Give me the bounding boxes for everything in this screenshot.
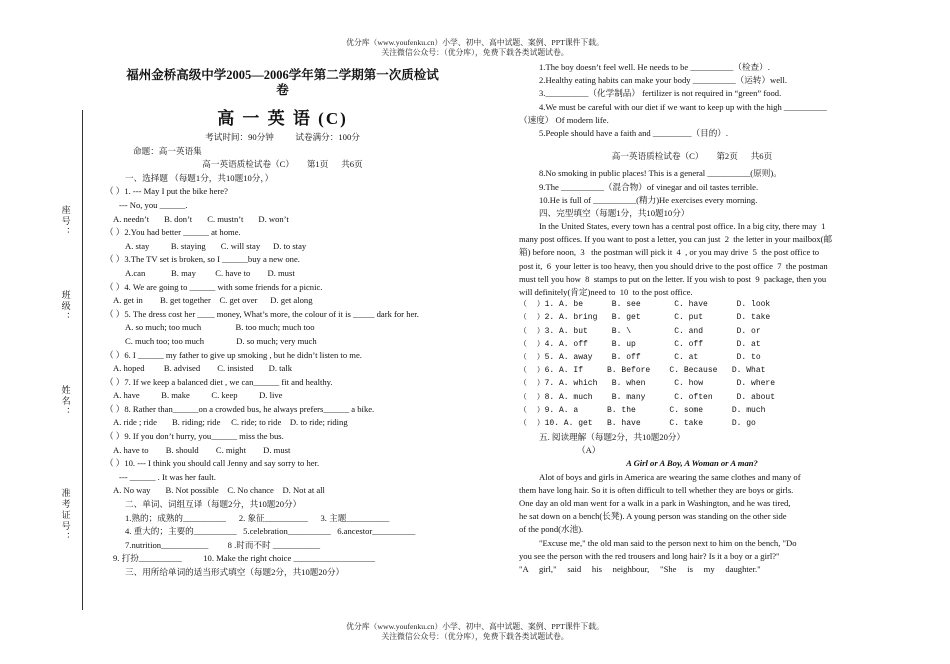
options-line: A. have to B. should C. might D. must [113, 444, 291, 455]
cloze-option-row: （ ）5. A. away B. off C. at D. to [519, 352, 761, 362]
fill-line: 5.People should have a faith and _________（目的）. [539, 127, 729, 138]
cloze-option-row: （ ）6. A. If B. Before C. Because D. What [519, 366, 766, 376]
section-heading: 四、完型填空（每题1分，共10题10分） [539, 207, 690, 218]
seat-label: 座号： [60, 205, 71, 238]
cloze-option-row: （ ）9. A. a B. the C. some D. much [519, 405, 766, 415]
cloze-option-row: （ ）3. A. but B. \ C. and D. or [519, 326, 761, 336]
cloze-option-row: （ ）8. A. much B. many C. often D. about [519, 392, 776, 402]
section-heading: 三、用所给单词的适当形式填空（每题2分，共10题20分） [125, 567, 345, 577]
question-line: （ ）5. The dress cost her ____ money, What’s more, the colour of it is _____ dark for her. [105, 308, 419, 319]
cloze-line: must tell you how 8 stamps to put on the letter. If you wish to post 9 package, then you [519, 273, 827, 284]
vocab-line: 4. 重大的；主要的__________ 5.celebration__________ 6.ancestor__________ [125, 526, 416, 537]
passage-line: them have long hair. So it is often difficult to tell whether they are boys or girls. [519, 484, 794, 495]
cloze-line: post it, 6 your letter is too heavy, then you should drive to the post office 7 the postman [519, 260, 828, 271]
question-line: --- No, you ______. [119, 199, 188, 210]
exam-meta: 考试时间：90分钟 试卷满分：100分 [205, 132, 360, 142]
question-line: （ ）7. If we keep a balanced diet , we can______ fit and healthy. [105, 376, 333, 387]
cloze-option-row: （ ）10. A. get B. have C. take D. go [519, 418, 756, 428]
passage-label: （A） [577, 445, 601, 456]
passage-line: "A girl," said his neighbour, "She is my daughter." [519, 563, 761, 574]
passage-line: Alot of boys and girls in America are wearing the same clothes and many of [539, 471, 801, 482]
passage-line: you see the person with the red trousers and long hair? Is it a boy or a girl?" [519, 550, 780, 561]
options-line: A. so much; too much B. too much; much too [125, 322, 315, 333]
passage-line: One day an old man went for a walk in a park in Washington, and he was tired, [519, 498, 791, 508]
name-label: 姓名： [60, 385, 71, 418]
left-page-footer: 高一英语质检试卷（C） 第1页 共6页 [202, 159, 363, 170]
cloze-option-row: （ ）2. A. bring B. get C. put D. take [519, 313, 771, 323]
school-title: 福州金桥高级中学2005—2006学年第二学期第一次质检试 [126, 68, 439, 82]
fill-line: 10.He is full of __________(精力)He exercises every morning. [539, 194, 758, 205]
cloze-line: In the United States, every town has a central post office. In a big city, there may 1 [539, 221, 826, 232]
vocab-line: 7.nutrition___________ 8 .时而不时 ___________ [125, 539, 321, 550]
question-line: （ ）10. --- I think you should call Jenny and say sorry to her. [105, 458, 320, 469]
question-line: --- ______ . It was her fault. [119, 471, 216, 482]
fill-line: 8.No smoking in public places! This is a general __________(原则)。 [539, 168, 782, 179]
exam-author: 命题：高一英语集 [133, 145, 202, 156]
fill-line: 9.The __________（混合物）of vinegar and oil tastes terrible. [539, 181, 759, 192]
header-watermark-line1: 优分库（www.youfenku.cn）小学、初中、高中试题、案例、PPT课件下载。 [346, 38, 604, 47]
footer-watermark-line2: 关注微信公众号：（优分库），免费下载各类试题试卷。 [381, 632, 569, 641]
options-line: A. stay B. staying C. will stay D. to stay [125, 240, 307, 251]
cloze-option-row: （ ）7. A. which B. when C. how D. where [519, 379, 776, 389]
cloze-line: 箱) before noon, 3 the postman will pick it 4 , or you may drive 5 the post office to [519, 247, 820, 258]
left-question-list [105, 173, 460, 581]
passage-title: A Girl or A Boy, A Woman or A man? [626, 458, 758, 469]
options-line: A. ride ; ride B. riding; ride C. ride; to ride D. to ride; riding [113, 417, 348, 428]
binding-line [82, 110, 83, 610]
question-line: （ ）3.The TV set is broken, so I ______buy a new one. [105, 254, 300, 265]
vocab-line: 9. 打扮__________ 10. Make the right choice ___________________ [113, 553, 376, 564]
fill-line: 1.The boy doesn’t feel well. He needs to be __________（检查）. [539, 62, 770, 72]
options-line: A. have B. make C. keep D. live [113, 390, 283, 401]
passage-line: he sat down on a bench(长凳). A young person was standing on the other side [519, 511, 787, 522]
section-heading: 二、单词、词组互译（每题2分，共10题20分） [125, 499, 302, 510]
fill-line: 4.We must be careful with our diet if we want to keep up with the high __________ [539, 101, 827, 112]
section-heading: 一、选择题 （每题1分，共10题10分，） [125, 172, 274, 183]
ticket-label: 准考证号： [60, 488, 71, 543]
right-page-footer: 高一英语质检试卷（C） 第2页 共6页 [611, 151, 773, 162]
question-line: （ ）9. If you don’t hurry, you______ miss the bus. [105, 431, 284, 442]
options-line: A. No way B. Not possible C. No chance D. Not at all [113, 485, 325, 496]
school-title-cont: 卷 [276, 83, 289, 97]
question-line: （ ）1. --- May I put the bike here? [105, 186, 228, 197]
options-line: C. much too; too much D. so much; very much [125, 335, 317, 346]
cloze-option-row: （ ）1. A. be B. see C. have D. look [519, 300, 771, 310]
cloze-option-row: （ ）4. A. off B. up C. off D. at [519, 339, 761, 349]
left-column [105, 68, 460, 581]
passage-line: of the pond(水池). [519, 524, 584, 535]
cloze-line: many post offices. If you want to post a letter, you can just 2 the letter in your mailbox(邮 [519, 234, 833, 245]
vocab-line: 1.熟的；成熟的__________ 2. 象征__________ 3. 主题__________ [125, 512, 390, 523]
cloze-line: will definitely(肯定)need to 10 to the post office. [519, 287, 693, 297]
options-line: A.can B. may C. have to D. must [125, 267, 295, 278]
question-line: （ ）2.You had better ______ at home. [105, 227, 241, 238]
question-line: （ ）4. We are going to ______ with some friends for a picnic. [105, 281, 323, 292]
question-line: （ ）8. Rather than______on a crowded bus, he always prefers______ a bike. [105, 403, 375, 414]
passage-line: "Excuse me," the old man said to the person next to him on the bench, "Do [539, 537, 797, 548]
section-heading: 五. 阅读理解（每题2分，共10题20分） [539, 432, 686, 443]
options-line: A. get in B. get together C. get over D. get along [113, 295, 313, 306]
footer-watermark-line1: 优分库（www.youfenku.cn）小学、初中、高中试题、案例、PPT课件下载。 [346, 622, 604, 631]
options-line: A. needn’t B. don’t C. mustn’t D. won’t [113, 213, 289, 224]
class-label: 班级： [60, 290, 71, 323]
fill-line: 3.__________（化学制品） fertilizer is not required in “green” food. [539, 88, 782, 99]
right-column [519, 62, 865, 577]
header-watermark-line2: 关注微信公众号：（优分库），免费下载各类试题试卷。 [381, 48, 569, 57]
exam-title: 高 一 英 语 (C) [217, 109, 348, 128]
options-line: A. hoped B. advised C. insisted D. talk [113, 363, 293, 374]
fill-line: （速度） Of modern life. [519, 114, 609, 125]
fill-line: 2.Healthy eating habits can make your body __________（运转）well. [539, 75, 787, 86]
question-line: （ ）6. I ______ my father to give up smoking , but he didn’t listen to me. [105, 349, 362, 360]
